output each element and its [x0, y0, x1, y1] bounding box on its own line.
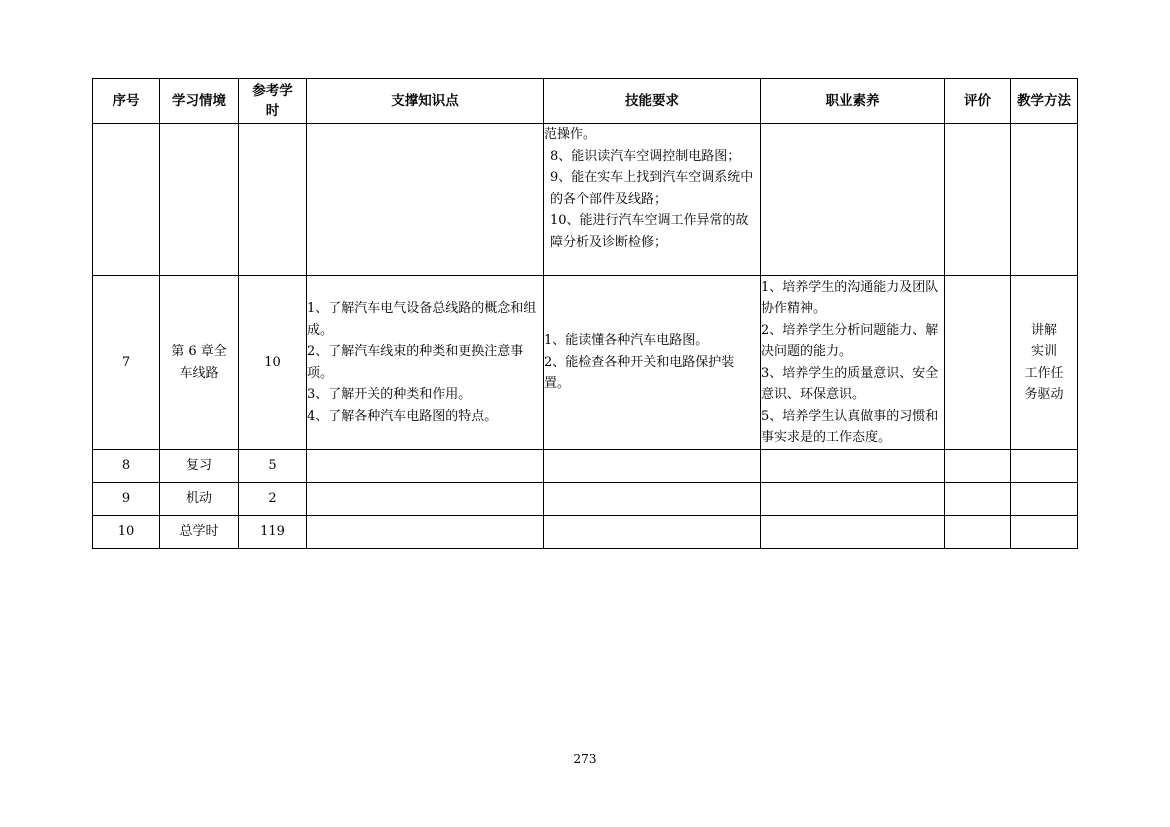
- cell-index: 7: [93, 276, 160, 450]
- header-methods: 教学方法: [1011, 79, 1078, 124]
- cell-empty: [1011, 483, 1078, 516]
- cell-empty: [307, 483, 544, 516]
- cell-empty: [307, 450, 544, 483]
- skill-item: 10、能进行汽车空调工作异常的故障分析及诊断检修；: [550, 213, 749, 250]
- cell-empty: [945, 124, 1011, 276]
- cell-empty: [945, 483, 1011, 516]
- header-row: [93, 79, 1078, 124]
- cell-index: 9: [93, 483, 160, 516]
- literacy-item: 1、培养学生的沟通能力及团队协作精神。: [761, 279, 939, 316]
- cell-index: 8: [93, 450, 160, 483]
- skill-item: 8、能识读汽车空调控制电路图；: [550, 148, 741, 164]
- skill-item: 范操作。: [544, 127, 597, 142]
- cell-empty: [945, 516, 1011, 549]
- header-knowledge: 支撑知识点: [307, 79, 544, 124]
- cell-empty: [239, 124, 307, 276]
- literacy-item: 3、培养学生的质量意识、安全意识、环保意识。: [761, 365, 939, 402]
- table-row: [93, 450, 1078, 483]
- cell-empty: [945, 450, 1011, 483]
- cell-empty: [307, 516, 544, 549]
- cell-methods: [1011, 276, 1078, 450]
- cell-empty: [544, 483, 761, 516]
- cell-skills: [544, 276, 761, 450]
- method-item: 实训: [1030, 344, 1057, 359]
- knowledge-item: 1、了解汽车电气设备总线路的概念和组成。: [307, 301, 537, 338]
- cell-knowledge: [307, 276, 544, 450]
- header-hours: 参考学时: [239, 79, 307, 124]
- cell-hours: 10: [239, 276, 307, 450]
- cell-literacy: [761, 276, 945, 450]
- cell-empty: [544, 516, 761, 549]
- cell-hours: 5: [239, 450, 307, 483]
- skill-item: 9、能在实车上找到汽车空调系统中的各个部件及线路；: [550, 170, 754, 207]
- header-skills: 技能要求: [544, 79, 761, 124]
- cell-index: 10: [93, 516, 160, 549]
- cell-situation: 复习: [160, 450, 239, 483]
- cell-empty: [93, 124, 160, 276]
- cell-empty: [761, 450, 945, 483]
- cell-situation: 第 6 章全车线路: [160, 276, 239, 450]
- table-row: [93, 483, 1078, 516]
- cell-empty: [1011, 516, 1078, 549]
- cell-situation: 机动: [160, 483, 239, 516]
- cell-situation: 总学时: [160, 516, 239, 549]
- literacy-item: 5、培养学生认真做事的习惯和事实求是的工作态度。: [761, 408, 939, 445]
- header-evaluation: 评价: [945, 79, 1011, 124]
- cell-evaluation: [945, 276, 1011, 450]
- method-item: 讲解: [1030, 322, 1057, 338]
- cell-skills: [544, 124, 761, 276]
- knowledge-item: 2、了解汽车线束的种类和更换注意事项。: [307, 344, 524, 381]
- cell-empty: [761, 483, 945, 516]
- table-row: [93, 276, 1078, 450]
- page-number: 273: [573, 752, 597, 766]
- cell-empty: [544, 450, 761, 483]
- cell-empty: [761, 124, 945, 276]
- cell-empty: [1011, 124, 1078, 276]
- cell-empty: [160, 124, 239, 276]
- skill-item: 2、能检查各种开关和电路保护装置。: [544, 354, 735, 392]
- cell-hours: 119: [239, 516, 307, 549]
- cell-empty: [1011, 450, 1078, 483]
- cell-empty: [307, 124, 544, 276]
- knowledge-item: 4、了解各种汽车电路图的特点。: [307, 408, 498, 424]
- cell-empty: [761, 516, 945, 549]
- knowledge-item: 3、了解开关的种类和作用。: [307, 387, 472, 402]
- continuation-row: [93, 124, 1078, 276]
- header-index: 序号: [93, 79, 160, 124]
- literacy-item: 2、培养学生分析问题能力、解决问题的能力。: [761, 322, 939, 359]
- table-row: [93, 516, 1078, 549]
- method-item: 工作任务驱动: [1024, 365, 1064, 402]
- course-table: [92, 78, 1078, 549]
- cell-hours: 2: [239, 483, 307, 516]
- skill-item: 1、能读懂各种汽车电路图。: [544, 333, 709, 349]
- header-literacy: 职业素养: [761, 79, 945, 124]
- header-situation: 学习情境: [160, 79, 239, 124]
